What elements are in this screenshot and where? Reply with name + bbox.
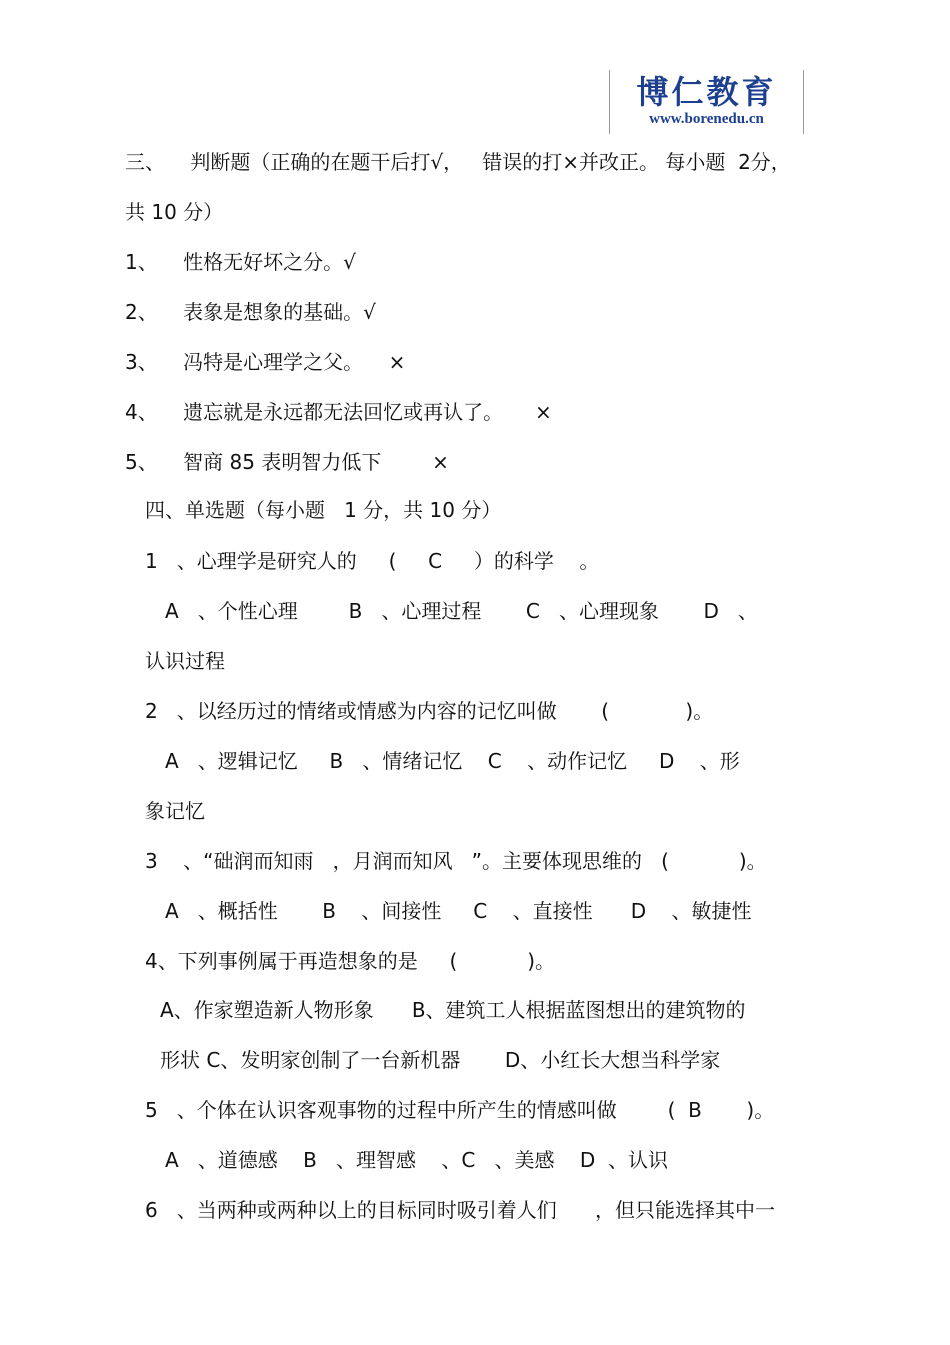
judgment-item-1: 1、 性格无好坏之分。√ xyxy=(125,250,356,274)
logo xyxy=(609,70,804,134)
judgment-item-3: 3、 冯特是心理学之父。 × xyxy=(125,350,406,374)
judgment-item-2: 2、 表象是想象的基础。√ xyxy=(125,300,376,324)
question-1-options: A 、个性心理 B 、心理过程 C 、心理现象 D 、 xyxy=(165,599,758,623)
question-4-options: A、作家塑造新人物形象 B、建筑工人根据蓝图想出的建筑物的 xyxy=(160,998,746,1022)
question-4-options-cont: 形状 C、发明家创制了一台新机器 D、小红长大想当科学家 xyxy=(160,1048,721,1072)
question-3-options: A 、概括性 B 、间接性 C 、直接性 D 、敏捷性 xyxy=(165,899,752,923)
section-3-heading-cont: 共 10 分） xyxy=(125,200,224,224)
judgment-item-5: 5、 智商 85 表明智力低下 × xyxy=(125,450,449,474)
question-1: 1 、心理学是研究人的 ( C ）的科学 。 xyxy=(145,549,600,573)
question-2-options-cont: 象记忆 xyxy=(145,799,205,823)
question-4: 4、下列事例属于再造想象的是 ( )。 xyxy=(145,949,556,973)
logo-title: 博仁教育 xyxy=(636,73,777,111)
question-3: 3 、“础润而知雨 ，月润而知风 ”。主要体现思维的 ( )。 xyxy=(145,849,767,873)
judgment-item-4: 4、 遗忘就是永远都无法回忆或再认了。 × xyxy=(125,400,552,424)
question-1-options-cont: 认识过程 xyxy=(145,649,225,673)
section-4-heading: 四、单选题（每小题 1 分，共 10 分） xyxy=(145,498,502,522)
logo-url: www.borenedu.cn xyxy=(649,111,764,127)
question-5: 5 、个体在认识客观事物的过程中所产生的情感叫做 ( B )。 xyxy=(145,1098,775,1122)
section-3-heading: 三、 判断题（正确的在题干后打√， 错误的打×并改正。 每小题 2分， xyxy=(125,150,791,174)
question-5-options: A 、道德感 B 、理智感 、C 、美感 D 、认识 xyxy=(165,1148,668,1172)
question-6: 6 、当两种或两种以上的目标同时吸引着人们 ，但只能选择其中一 xyxy=(145,1198,775,1222)
question-2-options: A 、逻辑记忆 B 、情绪记忆 C 、动作记忆 D 、形 xyxy=(165,749,740,773)
question-2: 2 、以经历过的情绪或情感为内容的记忆叫做 ( )。 xyxy=(145,699,714,723)
